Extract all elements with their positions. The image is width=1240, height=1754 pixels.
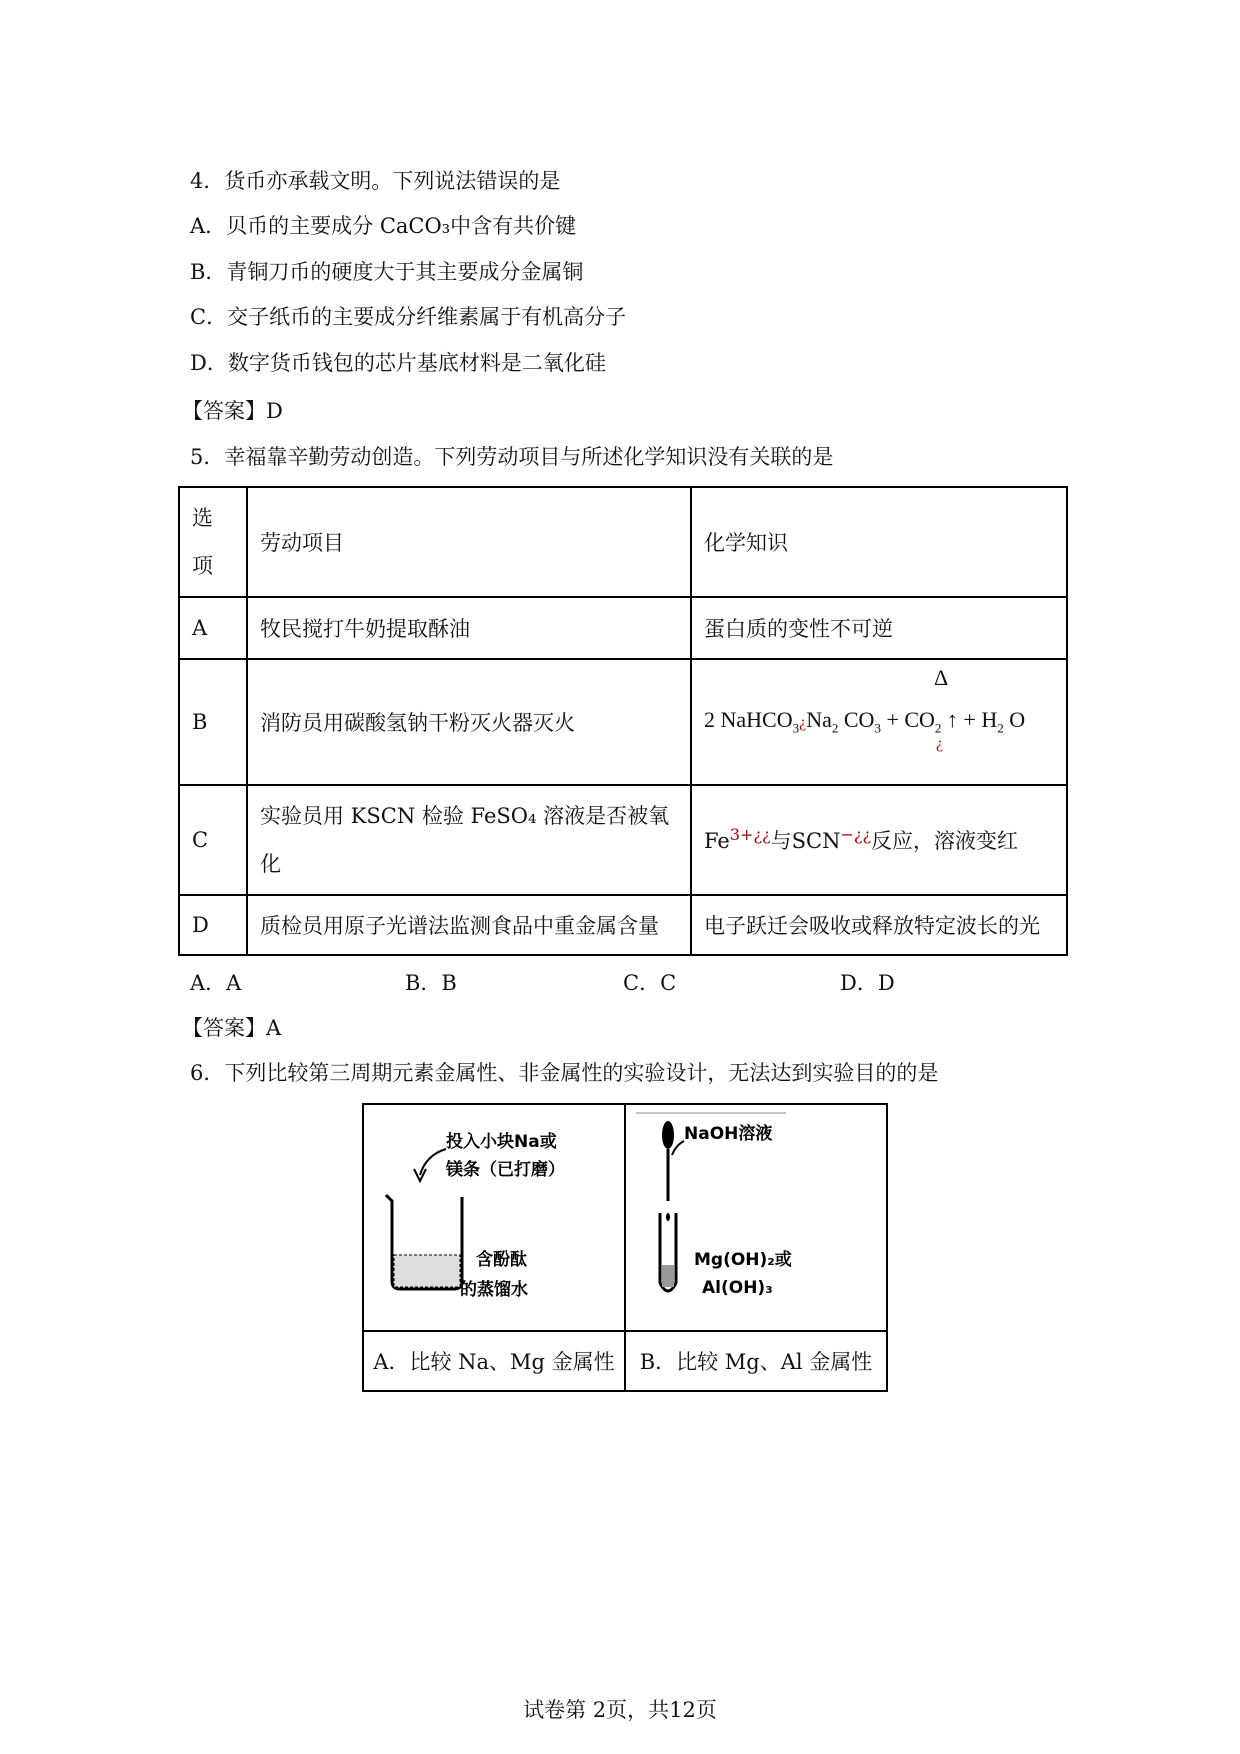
svg-text:NaOH溶液: NaOH溶液 (684, 1124, 773, 1144)
table-row (179, 659, 1067, 785)
row-key: A (179, 597, 247, 659)
q4-option-d: D．数字货币钱包的芯片基底材料是二氧化硅 (190, 351, 606, 375)
row-knowledge: 电子跃迁会吸收或释放特定波长的光 (691, 895, 1067, 955)
q5-stem: 5．幸福靠辛勤劳动创造。下列劳动项目与所述化学知识没有关联的是 (190, 445, 834, 469)
row-key: C (179, 785, 247, 895)
row-knowledge-equation (691, 659, 1067, 785)
q4-answer: 【答案】D (182, 399, 283, 423)
header-knowledge-col: 化学知识 (691, 487, 1067, 597)
q5-answer: 【答案】A (182, 1016, 282, 1040)
header-option-col: 选 项 (179, 487, 247, 597)
figure-b-cell (625, 1104, 887, 1331)
row-knowledge: 蛋白质的变性不可逆 (691, 597, 1067, 659)
table-row (179, 785, 1067, 895)
q6-stem: 6．下列比较第三周期元素金属性、非金属性的实验设计，无法达到实验目的的是 (190, 1061, 939, 1085)
q4-option-c: C．交子纸币的主要成分纤维素属于有机高分子 (190, 305, 627, 329)
caption-a: A．比较 Na、Mg 金属性 (363, 1331, 625, 1391)
q5-option-b: B．B (405, 971, 457, 995)
row-knowledge: $Fe^{3+¿¿}$与SCN−¿¿反应，溶液变红 (691, 785, 1067, 895)
caption-b: B．比较 Mg、Al 金属性 (625, 1331, 887, 1391)
svg-text:含酚酞: 含酚酞 (476, 1250, 527, 1270)
chemical-equation: Δ 2 $NaHCO_3¿Na_2$ $CO_3 + CO_2$ ↑ + $H_2$ O ¿ (704, 665, 1026, 753)
svg-text:Al(OH)₃: Al(OH)₃ (702, 1278, 773, 1298)
figure-a-cell (363, 1104, 625, 1331)
q4-stem: 4．货币亦承载文明。下列说法错误的是 (190, 169, 561, 193)
q4-option-b: B．青铜刀币的硬度大于其主要成分金属铜 (190, 260, 584, 284)
svg-text:Mg(OH)₂或: Mg(OH)₂或 (694, 1250, 792, 1270)
q6-table (362, 1103, 888, 1392)
test-tube-figure (626, 1105, 886, 1325)
row-task: 消防员用碳酸氢钠干粉灭火器灭火 (247, 659, 691, 785)
q4-option-a: A．贝币的主要成分 CaCO₃中含有共价键 (190, 214, 577, 238)
svg-text:镁条（已打磨）: 镁条（已打磨） (446, 1160, 565, 1180)
q5-option-a: A．A (190, 971, 242, 995)
table-row (179, 895, 1067, 955)
page-footer: 试卷第 2页，共12页 (523, 1698, 717, 1722)
table-row (179, 597, 1067, 659)
header-task-col: 劳动项目 (247, 487, 691, 597)
svg-text:的蒸馏水: 的蒸馏水 (460, 1280, 528, 1300)
q5-option-c: C．C (623, 971, 677, 995)
row-task: 实验员用 KSCN 检验 FeSO₄ 溶液是否被氧 化 (247, 785, 691, 895)
q5-table (178, 486, 1068, 956)
q5-option-d: D．D (840, 971, 895, 995)
row-task: 牧民搅打牛奶提取酥油 (247, 597, 691, 659)
row-key: B (179, 659, 247, 785)
row-key: D (179, 895, 247, 955)
svg-text:投入小块Na或: 投入小块Na或 (446, 1132, 557, 1152)
beaker-figure (364, 1105, 624, 1325)
row-task: 质检员用原子光谱法监测食品中重金属含量 (247, 895, 691, 955)
